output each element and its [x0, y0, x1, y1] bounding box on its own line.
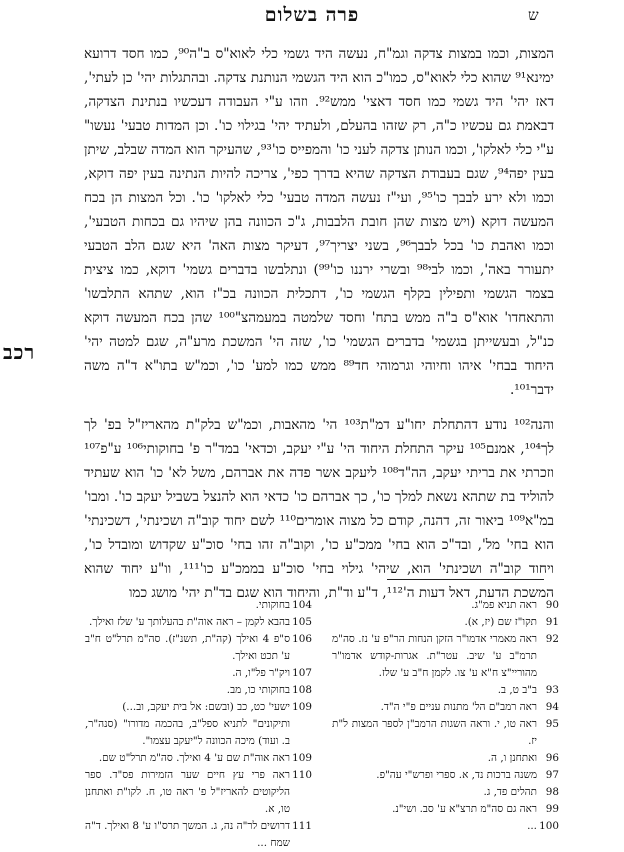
footnote [85, 631, 312, 665]
footnote-number: 92 [545, 633, 559, 645]
footnote-text: ראה רמב"ם הל' מתנות עניים פ"י ה"ד. [380, 701, 537, 713]
footnote-number: 95 [545, 718, 559, 730]
footnote-number: 106 [292, 633, 312, 645]
footnote [332, 614, 559, 631]
footnote [332, 631, 559, 682]
footnote [332, 767, 559, 784]
footnotes [84, 597, 559, 849]
footnote-text: ישעי' כט, כב (ובשם: אל בית יעקב, וב...) [122, 701, 290, 713]
footnote-text: ראה גם סה"מ תרצ"א ע' סב. ושי"נ. [392, 803, 537, 815]
footnote-number: 109 [292, 752, 312, 764]
footnote-number: 104 [292, 599, 312, 611]
footnote [85, 597, 312, 614]
footnote-text: ותיקונים" לתניא ספל"ב, בהכמה מדורו" (סנה"ר, ב. ועוד) מיכה הכוונה ל"יעקב עצמו". [85, 718, 290, 747]
footnote-text: ויק"ר פל"ו, ה. [232, 667, 290, 679]
footnote-number: 100 [539, 820, 559, 832]
footnote [332, 699, 559, 716]
footnote [332, 682, 559, 699]
footnote [332, 716, 559, 750]
footnote [85, 614, 312, 631]
footnote-text: ראה תניא פמ"ג. [471, 599, 537, 611]
footnote [332, 597, 559, 614]
footnote-number: 107 [292, 667, 312, 679]
footnote-text: ... [527, 820, 537, 832]
footnote [85, 818, 312, 852]
footnote-text: ס"פ 4 ואילך (קה"ת, תשנ"ז). סה"מ תרל"ט ח"ב ע' תכט ואילך. [85, 633, 290, 662]
footnote-text: ב"ב ט, ב. [497, 684, 537, 696]
footnote-number: 96 [545, 752, 559, 764]
footnote [332, 818, 559, 835]
footnote-number: 97 [545, 769, 559, 781]
footnote-text: בהבא לקמן – ראה אוה"ת בהעלותך ע' שלז ואילך. [89, 616, 290, 628]
footnote [85, 682, 312, 699]
footnote-number: 99 [545, 803, 559, 815]
footnote-text: דרושים לר"ה נה, ג. המשך תרס"ו ע' 8 ואילך. ד"ה שמח ... [85, 820, 290, 849]
footnote-number: 90 [545, 599, 559, 611]
footnotes-right-column [332, 597, 559, 832]
footnote [85, 699, 312, 716]
footnote [332, 784, 559, 801]
footnote-text: תקו"ז שם (יז, א). [464, 616, 537, 628]
footnote-separator [387, 579, 544, 580]
footnote-number: 93 [545, 684, 559, 696]
footnote-number [290, 716, 312, 750]
footnote-number: 108 [292, 684, 312, 696]
page-number: ש [528, 6, 539, 24]
footnote [332, 750, 559, 767]
footnote [85, 716, 312, 750]
footnote-text: ראה אוה"ת שם ע' 4 ואילך. סה"מ תרל"ט שם. [98, 752, 290, 764]
main-text [84, 42, 554, 605]
margin-page-number: רכב [3, 340, 36, 364]
running-header-title: פרה בשלום [264, 4, 360, 26]
footnote-text: ואתחנן ו, ה. [487, 752, 537, 764]
footnote-number: 109 [292, 701, 312, 713]
footnote-text: בחוקותי כו, מב. [226, 684, 290, 696]
footnote-number: 111 [292, 820, 312, 832]
footnote-number: 110 [292, 769, 312, 781]
footnote-text: ראה מאמרי אדמו"ר הזקן הנחות הר"פ ע' נז. סה"מ תרמ"ב ע' שיב. עטר"ת. אגרות-קודש אדמו"ר מהוריי"צ ח"א ע' צו. לקמן ח"ב ע' שלז. [332, 633, 537, 679]
footnote-text: בחוקותי. [255, 599, 290, 611]
footnote-text: ראה פרי עץ חיים שער הזמירות פס"ד. ספר הליקוטים להאריז"ל פ' ראה טו, ח. לקו"ת ואתחנן טו, א. [85, 769, 290, 815]
footnote-number: 94 [545, 701, 559, 713]
footnote [85, 750, 312, 767]
footnote-text: ראה טו, י. וראה השגות הרמב"ן לספר המצות ל"ת יז. [332, 718, 537, 747]
footnotes-left-column [85, 597, 312, 849]
footnote-number: 98 [545, 786, 559, 798]
footnote-text: משנה ברכות נד, א. ספרי ופרש"י עה"פ. [376, 769, 537, 781]
footnote-number: 91 [545, 616, 559, 628]
footnote-number: 105 [292, 616, 312, 628]
footnote [332, 801, 559, 818]
footnote [85, 767, 312, 818]
footnote [85, 665, 312, 682]
footnote-text: תהלים פד, ג. [483, 786, 537, 798]
body-paragraph: המצות, וכמו במצות צדקה וגמ"ח, נעשה היד גשמי כלי לאוא"ס ב"ה⁹⁰, כמו חסד דרועא ימינא⁹¹ שהוא כלי לאוא"ס, כמו"כ הוא היד הגשמי הנותנת צדקה. ובהתגלות יהי' כן לעתי', דאז יהי' היד גשמי כמו חסד דאצי' ממש⁹². וזהו ע"י העבודה דעכשיו בנתינת הצדקה, דבאמת גם עכשיו כ"ה, רק שזהו בהעלם, ולעתיד יהי' בגילוי כו'. וכן המדות טבעי' נעשו" ע"י כלי לאלקו', וכמו הנותן צדקה לעני כו' והמפייס כו'⁹³, שהעיקר הוא המדה שבלב, שיתן בעין יפה⁹⁴, שגם בעבודת הצדקה שהיא בדרך כפי', צריכה להיות הנתינה בעין יפה דוקא, וכמו ולא ירע לבבך כו'⁹⁵, ועי"ז נעשה המדה טבעי' כלי לאלקו' כו'. וכל המצות הן בכח המעשה דוקא (ויש מצות שהן חובת הלבבות, ג"כ הכוונה בהן שיהיו גם בכחות הטבעי', וכמו ואהבת כו' בכל לבבך⁹⁶, בשני יצריך⁹⁷, דעיקר מצות האה' היא שגם הלב הטבעי יתעורר באה', וכמו לבי⁹⁸ ובשרי ירננו כו'⁹⁹) ונתלבשו בדברים גשמי' דוקא, כמו ציצית בצמר הגשמי ותפילין בקלף הגשמי כו', דתכלית הכוונה בכ"ז הוא, שתהא התלבשו' והתאחדו' אוא"ס ב"ה ממש בתח' וחסד שלמטה במעמהצ"¹⁰⁰ שהן בכח המעשה דוקא כנ"ל, ובעשייתן בגשמי' בדברים הגשמי' כו', שזה הי' המשכת מרע"ה, שגם למטה יהי' היחוד בבחי' איהו וחיוהי וגרמוהי חד⁸⁹ ממש כמו למע' כו', וכמ"ש בתו"א ד"ה משה ידבר¹⁰¹. [84, 46, 555, 398]
body-paragraph: והנה¹⁰² נודע דהתחלת יחו"ע דמ"ת¹⁰³ הי' מהאבות, וכמ"ש בלק"ת מהאריז"ל בפ' לך לך¹⁰⁴, אמנם¹⁰⁵ עיקר התחלת היחוד הי' ע"י יעקב, וכדאי' במד"ר פ' בחוקותי¹⁰⁶ ע"פ¹⁰⁷ וזכרתי את בריתי יעקב, הה"ד¹⁰⁸ ליעקב אשר פדה את אברהם, משל לא' כו' הוא שעתיד להוליד בת שתהא נשאת למלך כו', כך אברהם כו' כדאי הוא להנצל בשביל יעקב כו'. ומבו' במ"א¹⁰⁹ ביאור זה, דהנה, קודם כל מצוה אומרים¹¹⁰ לשם יחוד קוב"ה ושכינתי', דשכינתי' הוא בחי' מל', ובד"כ הוא בחי' ממכ"ע כו', וקוב"ה זהו בחי' סוכ"ע שקדוש ומובדל כו', ויחוד קוב"ה ושכינתי' הוא, שיהי' גילוי בחי' סוכ"ע בממכ"ע כו'¹¹¹, וו"ע יחוד שהוא המשכת הדעת, דאל דעות ה'¹¹², ד"ע וד"ת, והיחוד הוא שגם בד"ת יהי' מושג כמו [84, 417, 555, 601]
